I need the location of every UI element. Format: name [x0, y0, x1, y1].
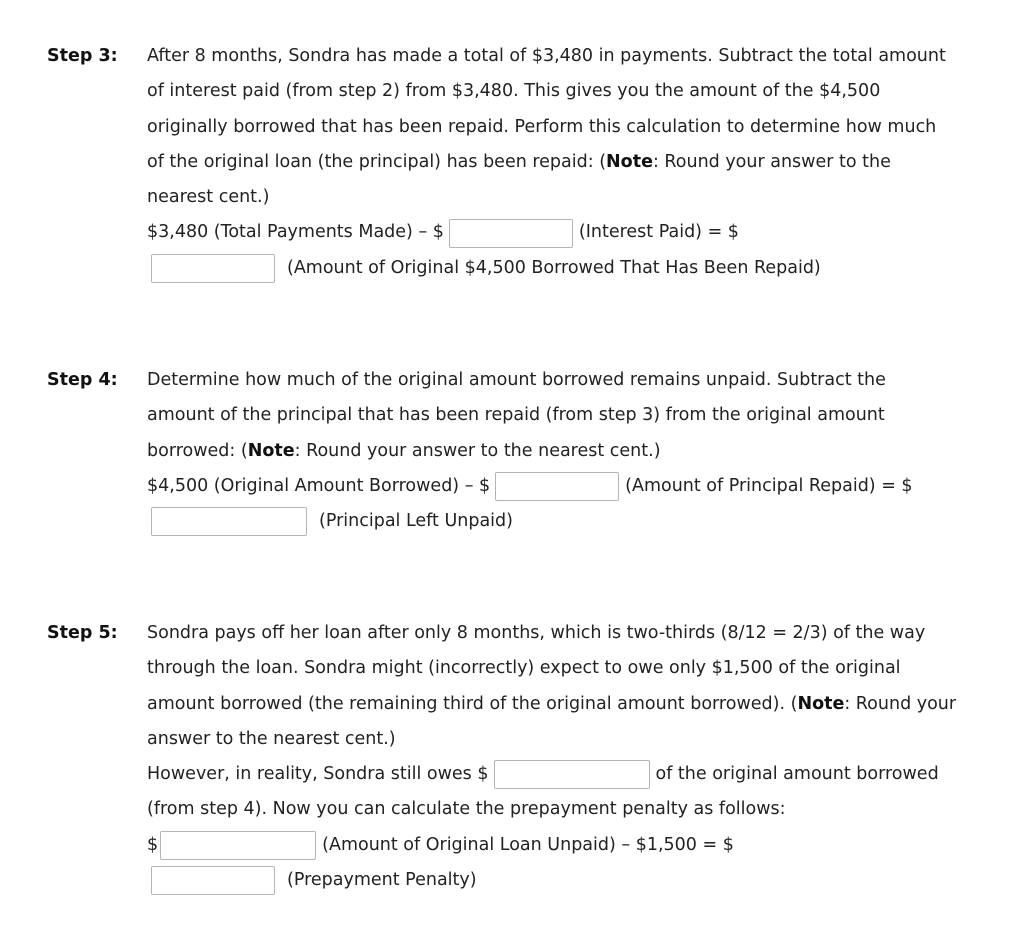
step-4-body	[147, 363, 957, 539]
step-5-body	[147, 616, 957, 898]
step-5-equation-line-2: (Prepayment Penalty)	[147, 863, 957, 898]
step-3-body	[147, 39, 957, 286]
step-5-equation-line-1: $ (Amount of Original Loan Unpaid) – $1,500 = $	[147, 828, 957, 863]
step-3-label: Step 3:	[47, 46, 118, 66]
still-owes-input[interactable]	[494, 760, 650, 789]
step-5-instructions: Sondra pays off her loan after only 8 months, which is two-thirds (8/12 = 2/3) of the way through the loan. Sondra might (incorrectly) expect to owe only $1,500 of the original amount borrowed (the remaining third of the original amount borrowed). (Note: Round your answer to the nearest cent.)	[147, 623, 957, 749]
principal-unpaid-input[interactable]	[151, 507, 307, 536]
step-5-owes-line-2: (from step 4). Now you can calculate the prepayment penalty as follows:	[147, 799, 786, 820]
step-3-equation-line-2: (Amount of Original $4,500 Borrowed That Has Been Repaid)	[147, 251, 957, 286]
principal-repaid-input[interactable]	[495, 472, 619, 501]
step-3-equation-line-1: $3,480 (Total Payments Made) – $ (Interest Paid) = $	[147, 215, 957, 250]
prepayment-penalty-input[interactable]	[151, 866, 275, 895]
step-4-equation-line-2: (Principal Left Unpaid)	[147, 504, 957, 539]
amount-repaid-input[interactable]	[151, 254, 275, 283]
step-4-equation-line-1: $4,500 (Original Amount Borrowed) – $ (Amount of Principal Repaid) = $	[147, 469, 957, 504]
loan-unpaid-input[interactable]	[160, 831, 316, 860]
note-label: Note	[606, 151, 653, 172]
step-5-label: Step 5:	[47, 623, 118, 643]
step-5-owes-line: However, in reality, Sondra still owes $ of the original amount borrowed	[147, 757, 957, 792]
interest-paid-input[interactable]	[449, 219, 573, 248]
note-label: Note	[797, 693, 845, 714]
note-label: Note	[247, 440, 295, 461]
step-4-instructions: Determine how much of the original amount borrowed remains unpaid. Subtract the amount of the principal that has been repaid (from step 3) from the original amount borrowed: (Note: Round your answer to the nearest cent.)	[147, 370, 886, 461]
step-3-instructions: After 8 months, Sondra has made a total of $3,480 in payments. Subtract the total amount of interest paid (from step 2) from $3,480. This gives you the amount of the $4,500 originally borrowed that has been repaid. Perform this calculation to determine how much of the original loan (the principal) has been repaid: (Note: Round your answer to the nearest cent.)	[147, 46, 946, 208]
step-4-label: Step 4:	[47, 370, 118, 390]
